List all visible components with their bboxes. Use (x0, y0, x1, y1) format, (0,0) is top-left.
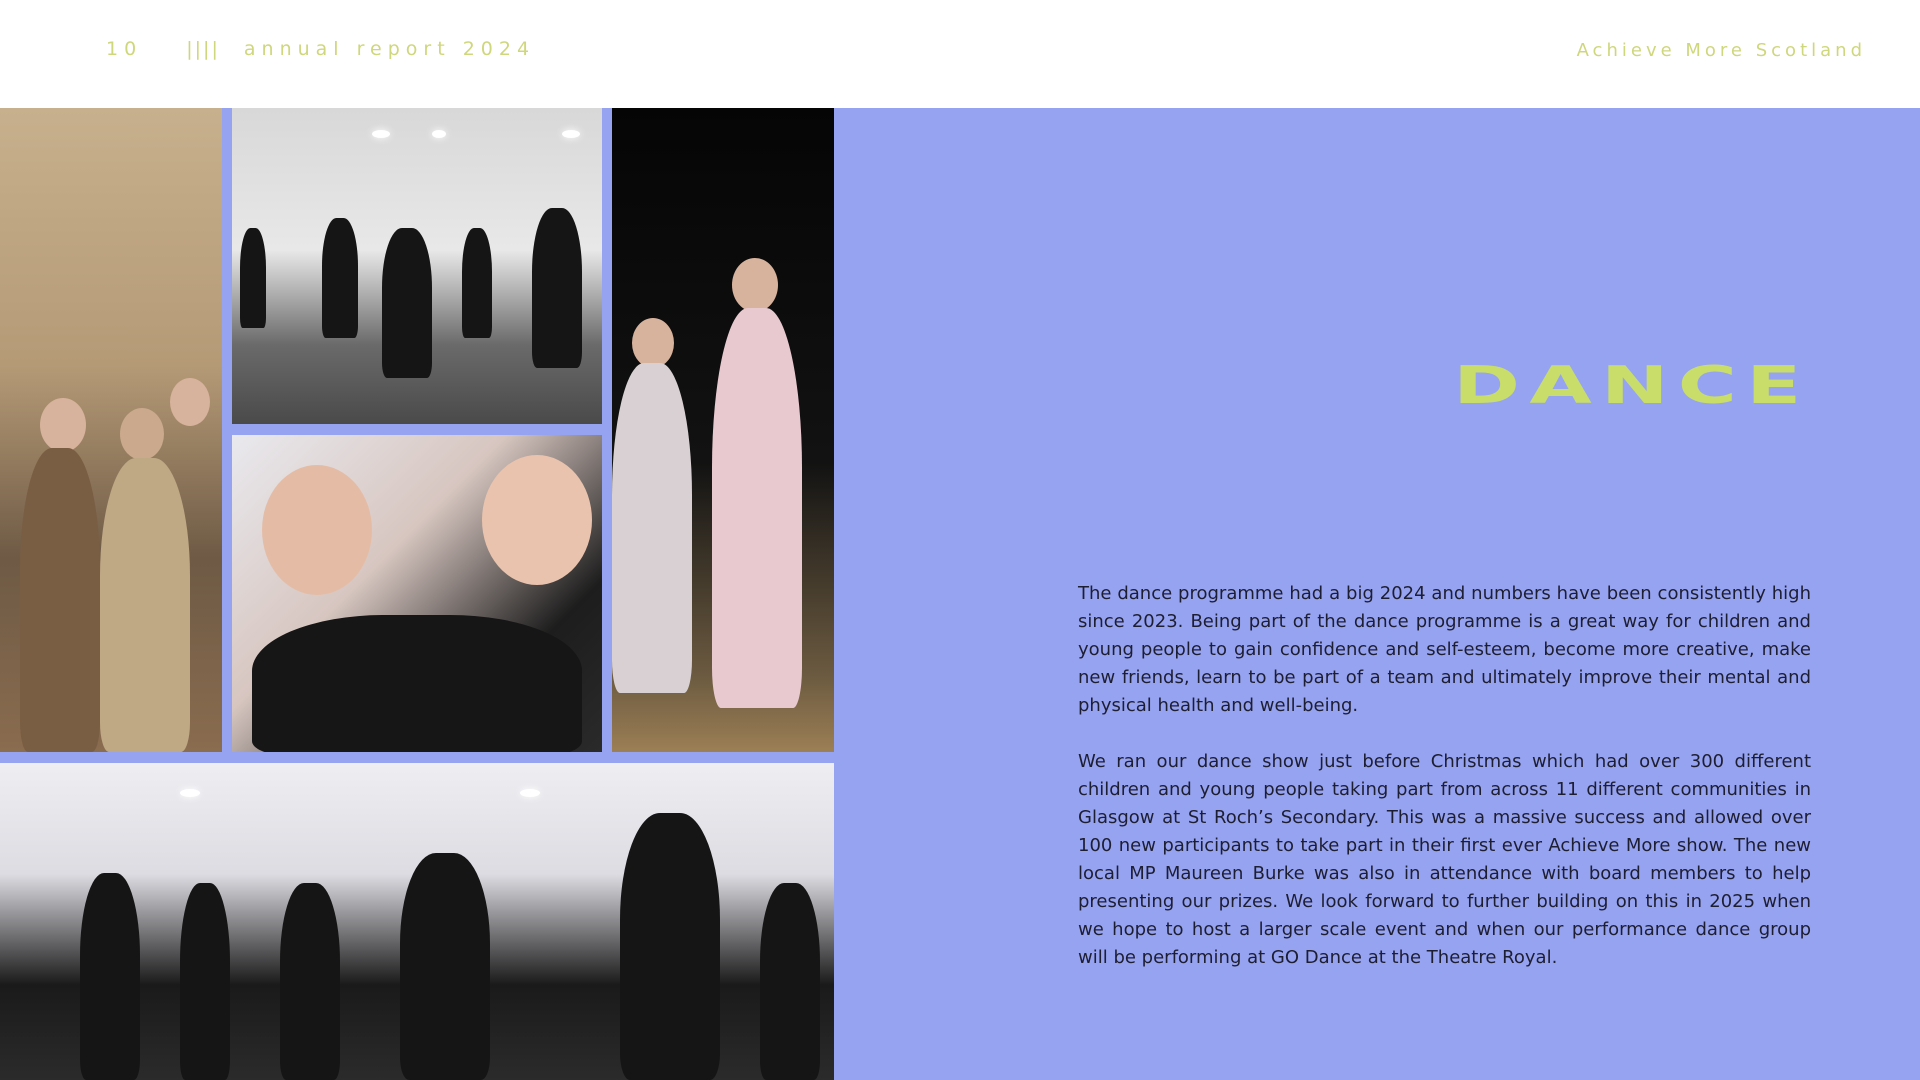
content-panel (834, 108, 1920, 1080)
photo-heart-hands (232, 435, 602, 752)
page-header (0, 0, 1920, 108)
header-left (106, 38, 535, 60)
header-separator: |||| (186, 38, 220, 60)
photo-collage (0, 108, 834, 1080)
organisation-name: Achieve More Scotland (1576, 40, 1866, 61)
paragraph-2: We ran our dance show just before Christmas which had over 300 different children and young people taking part from across 11 different communities in Glasgow at St Roch’s Secondary. This was a massive success and allowed over 100 new participants to take part in their first ever Achieve More show. The new local MP Maureen Burke was also in attendance with board members to help presenting our prizes. We look forward to further building on this in 2025 when we hope to host a larger scale event and when our performance dance group will be performing at GO Dance at the Theatre Royal. (1078, 751, 1811, 968)
photo-group-rehearsal (0, 763, 834, 1080)
paragraph-1: The dance programme had a big 2024 and numbers have been consistently high since 2023. Being part of the dance programme is a great way for children and young people to gain confidence and self-esteem, become more creative, make new friends, learn to be part of a team and ultimately improve their mental and physical health and well-being. (1078, 583, 1811, 716)
photo-dance-class (232, 108, 602, 424)
report-title: annual report 2024 (243, 38, 536, 60)
section-title: DANCE (1453, 356, 1811, 416)
page-number: 10 (106, 38, 143, 60)
section-body (1078, 580, 1811, 1000)
photo-young-dancers (612, 108, 834, 752)
photo-dancers-costumes (0, 108, 222, 752)
